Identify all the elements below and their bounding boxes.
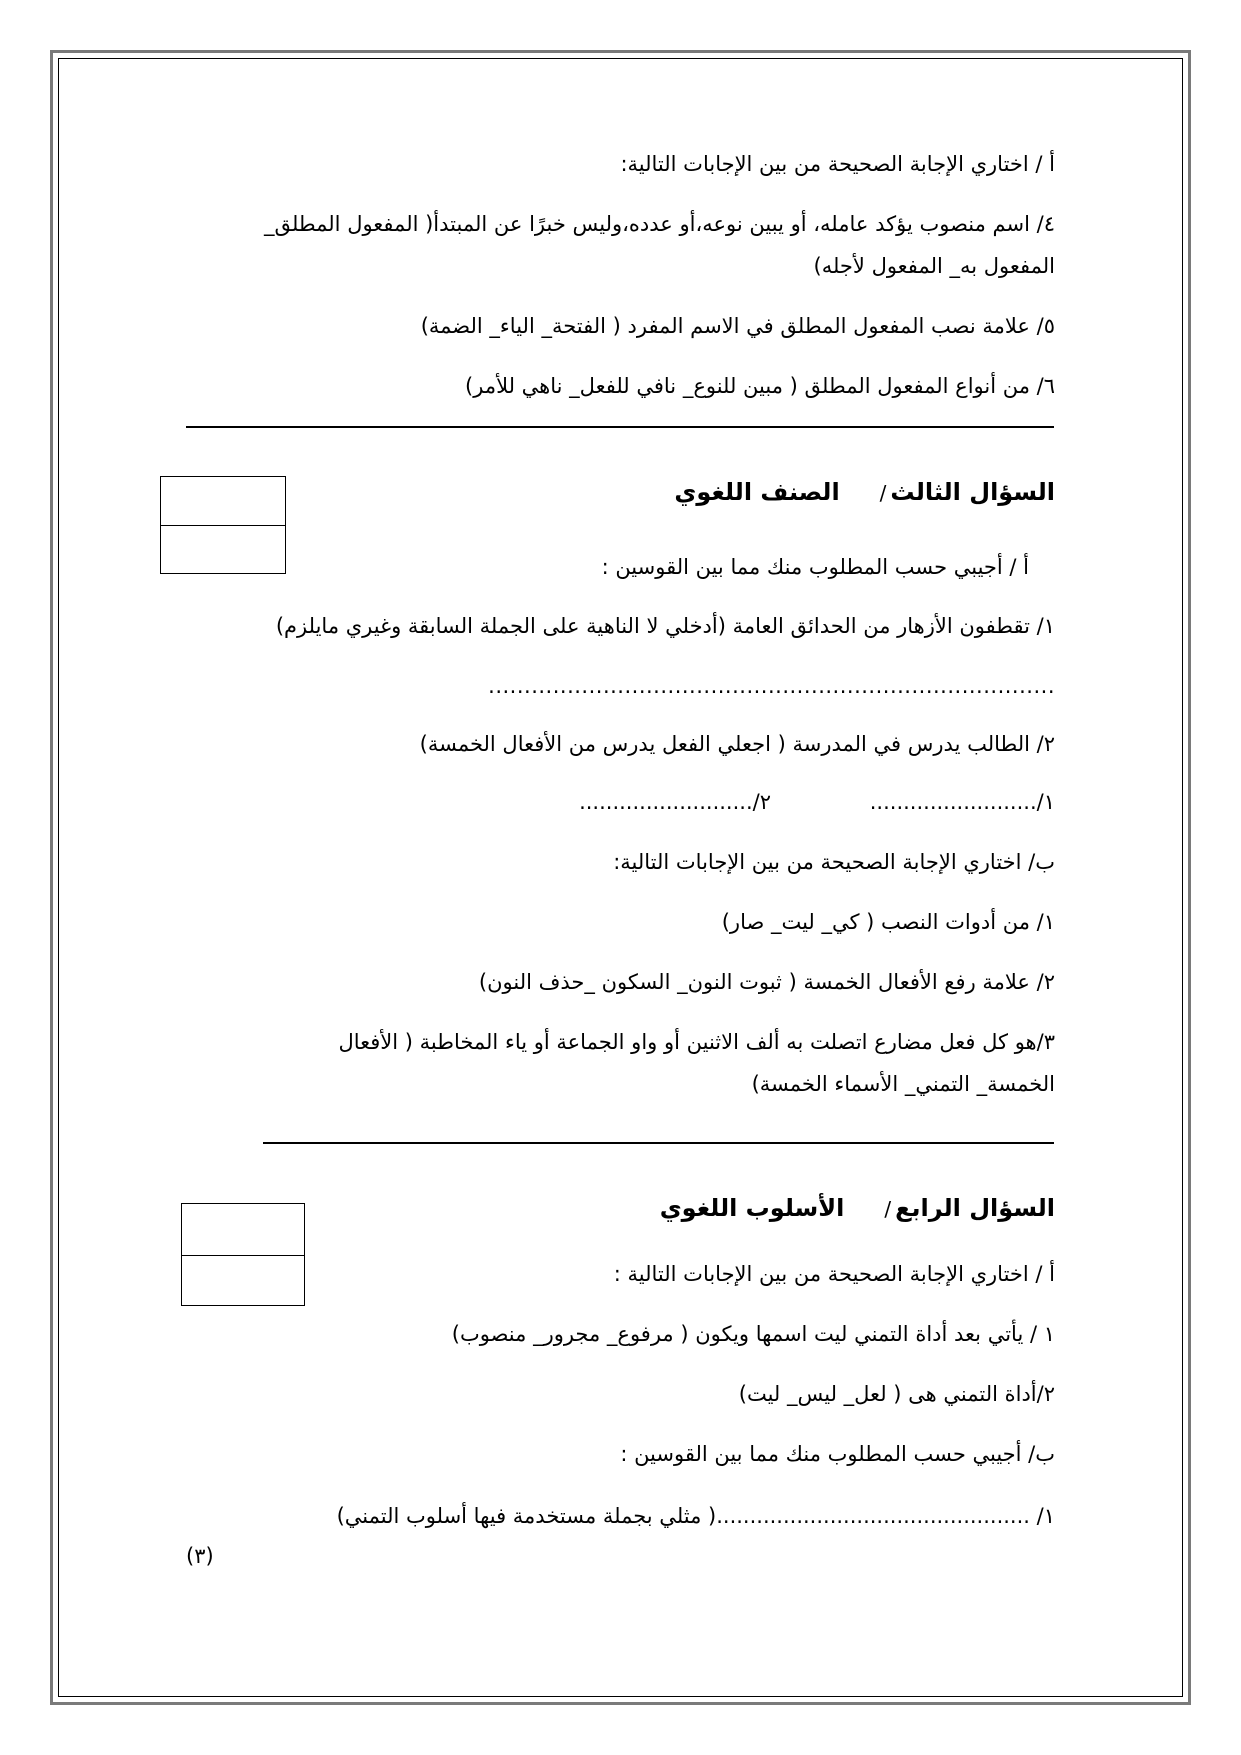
question-4-marks: (٣) (186, 1544, 214, 1568)
section-divider (186, 426, 1054, 428)
question-5: ٥/ علامة نصب المفعول المطلق في الاسم المفرد ( الفتحة_ الياء_ الضمة) (420, 314, 1055, 338)
question-3-a-2-answer-1: ١/......................... (869, 790, 1055, 814)
question-3-b-1: ١/ من أدوات النصب ( كي_ ليت_ صار) (721, 910, 1055, 934)
question-3-b-3-line-1: ٣/هو كل فعل مضارع اتصلت به ألف الاثنين أو واو الجماعة أو ياء المخاطبة ( الأفعال (338, 1030, 1055, 1054)
question-4-a-2: ٢/أداة التمني هى ( لعل_ ليس_ ليت) (738, 1382, 1055, 1406)
question-3-a-1-answer-line: ............................................................................... (488, 674, 1055, 698)
question-3-a-2-answer-2: ٢/.......................... (579, 790, 771, 814)
question-3-b-3-line-2: الخمسة_ التمني_ الأسماء الخمسة) (751, 1072, 1055, 1096)
question-4-line-2: المفعول به_ المفعول لأجله) (813, 254, 1055, 278)
question-4-b-instruction: ب/ أجيبي حسب المطلوب منك مما بين القوسين : (620, 1442, 1055, 1466)
question-4-a-instruction: أ / اختاري الإجابة الصحيحة من بين الإجابات التالية : (613, 1262, 1055, 1286)
question-6: ٦/ من أنواع المفعول المطلق ( مبين للنوع_ نافي للفعل_ ناهي للأمر) (465, 374, 1055, 398)
question-3-a-2: ٢/ الطالب يدرس في المدرسة ( اجعلي الفعل يدرس من الأفعال الخمسة) (419, 732, 1055, 756)
question-4-a-1: ١ / يأتي بعد أداة التمني ليت اسمها ويكون ( مرفوع_ مجرور_ منصوب) (451, 1322, 1055, 1346)
question-3-a-instruction: أ / أجيبي حسب المطلوب منك مما بين القوسين : (601, 555, 1029, 579)
question-3-b-2: ٢/ علامة رفع الأفعال الخمسة ( ثبوت النون_ السكون _حذف النون) (478, 970, 1055, 994)
question-3-slash: / (879, 481, 887, 505)
question-3-subject: الصنف اللغوي (674, 478, 840, 506)
question-3-b-instruction: ب/ اختاري الإجابة الصحيحة من بين الإجابات التالية: (613, 850, 1055, 874)
score-box-question-3 (160, 476, 286, 574)
question-4-line-1: ٤/ اسم منصوب يؤكد عامله، أو يبين نوعه،أو عدده،وليس خبرًا عن المبتدأ( المفعول المطلق_ (263, 212, 1055, 236)
section-divider-2 (263, 1142, 1054, 1144)
score-box-question-4 (181, 1203, 305, 1306)
question-3-a-1: ١/ تقطفون الأزهار من الحدائق العامة (أدخلي لا الناهية على الجملة السابقة وغيري مايلزم) (275, 614, 1055, 638)
question-4-b-1: ١/ ...............................................( مثلي بجملة مستخدمة فيها أسلوب التمني) (336, 1504, 1055, 1528)
question-3-title: السؤال الثالث (890, 478, 1055, 506)
question-3-heading (674, 476, 1055, 509)
question-4-title: السؤال الرابع (895, 1194, 1055, 1222)
part-a-instruction: أ / اختاري الإجابة الصحيحة من بين الإجابات التالية: (620, 152, 1055, 176)
question-4-heading (660, 1192, 1055, 1225)
question-4-slash: / (884, 1197, 892, 1221)
question-4-subject: الأسلوب اللغوي (659, 1194, 845, 1222)
